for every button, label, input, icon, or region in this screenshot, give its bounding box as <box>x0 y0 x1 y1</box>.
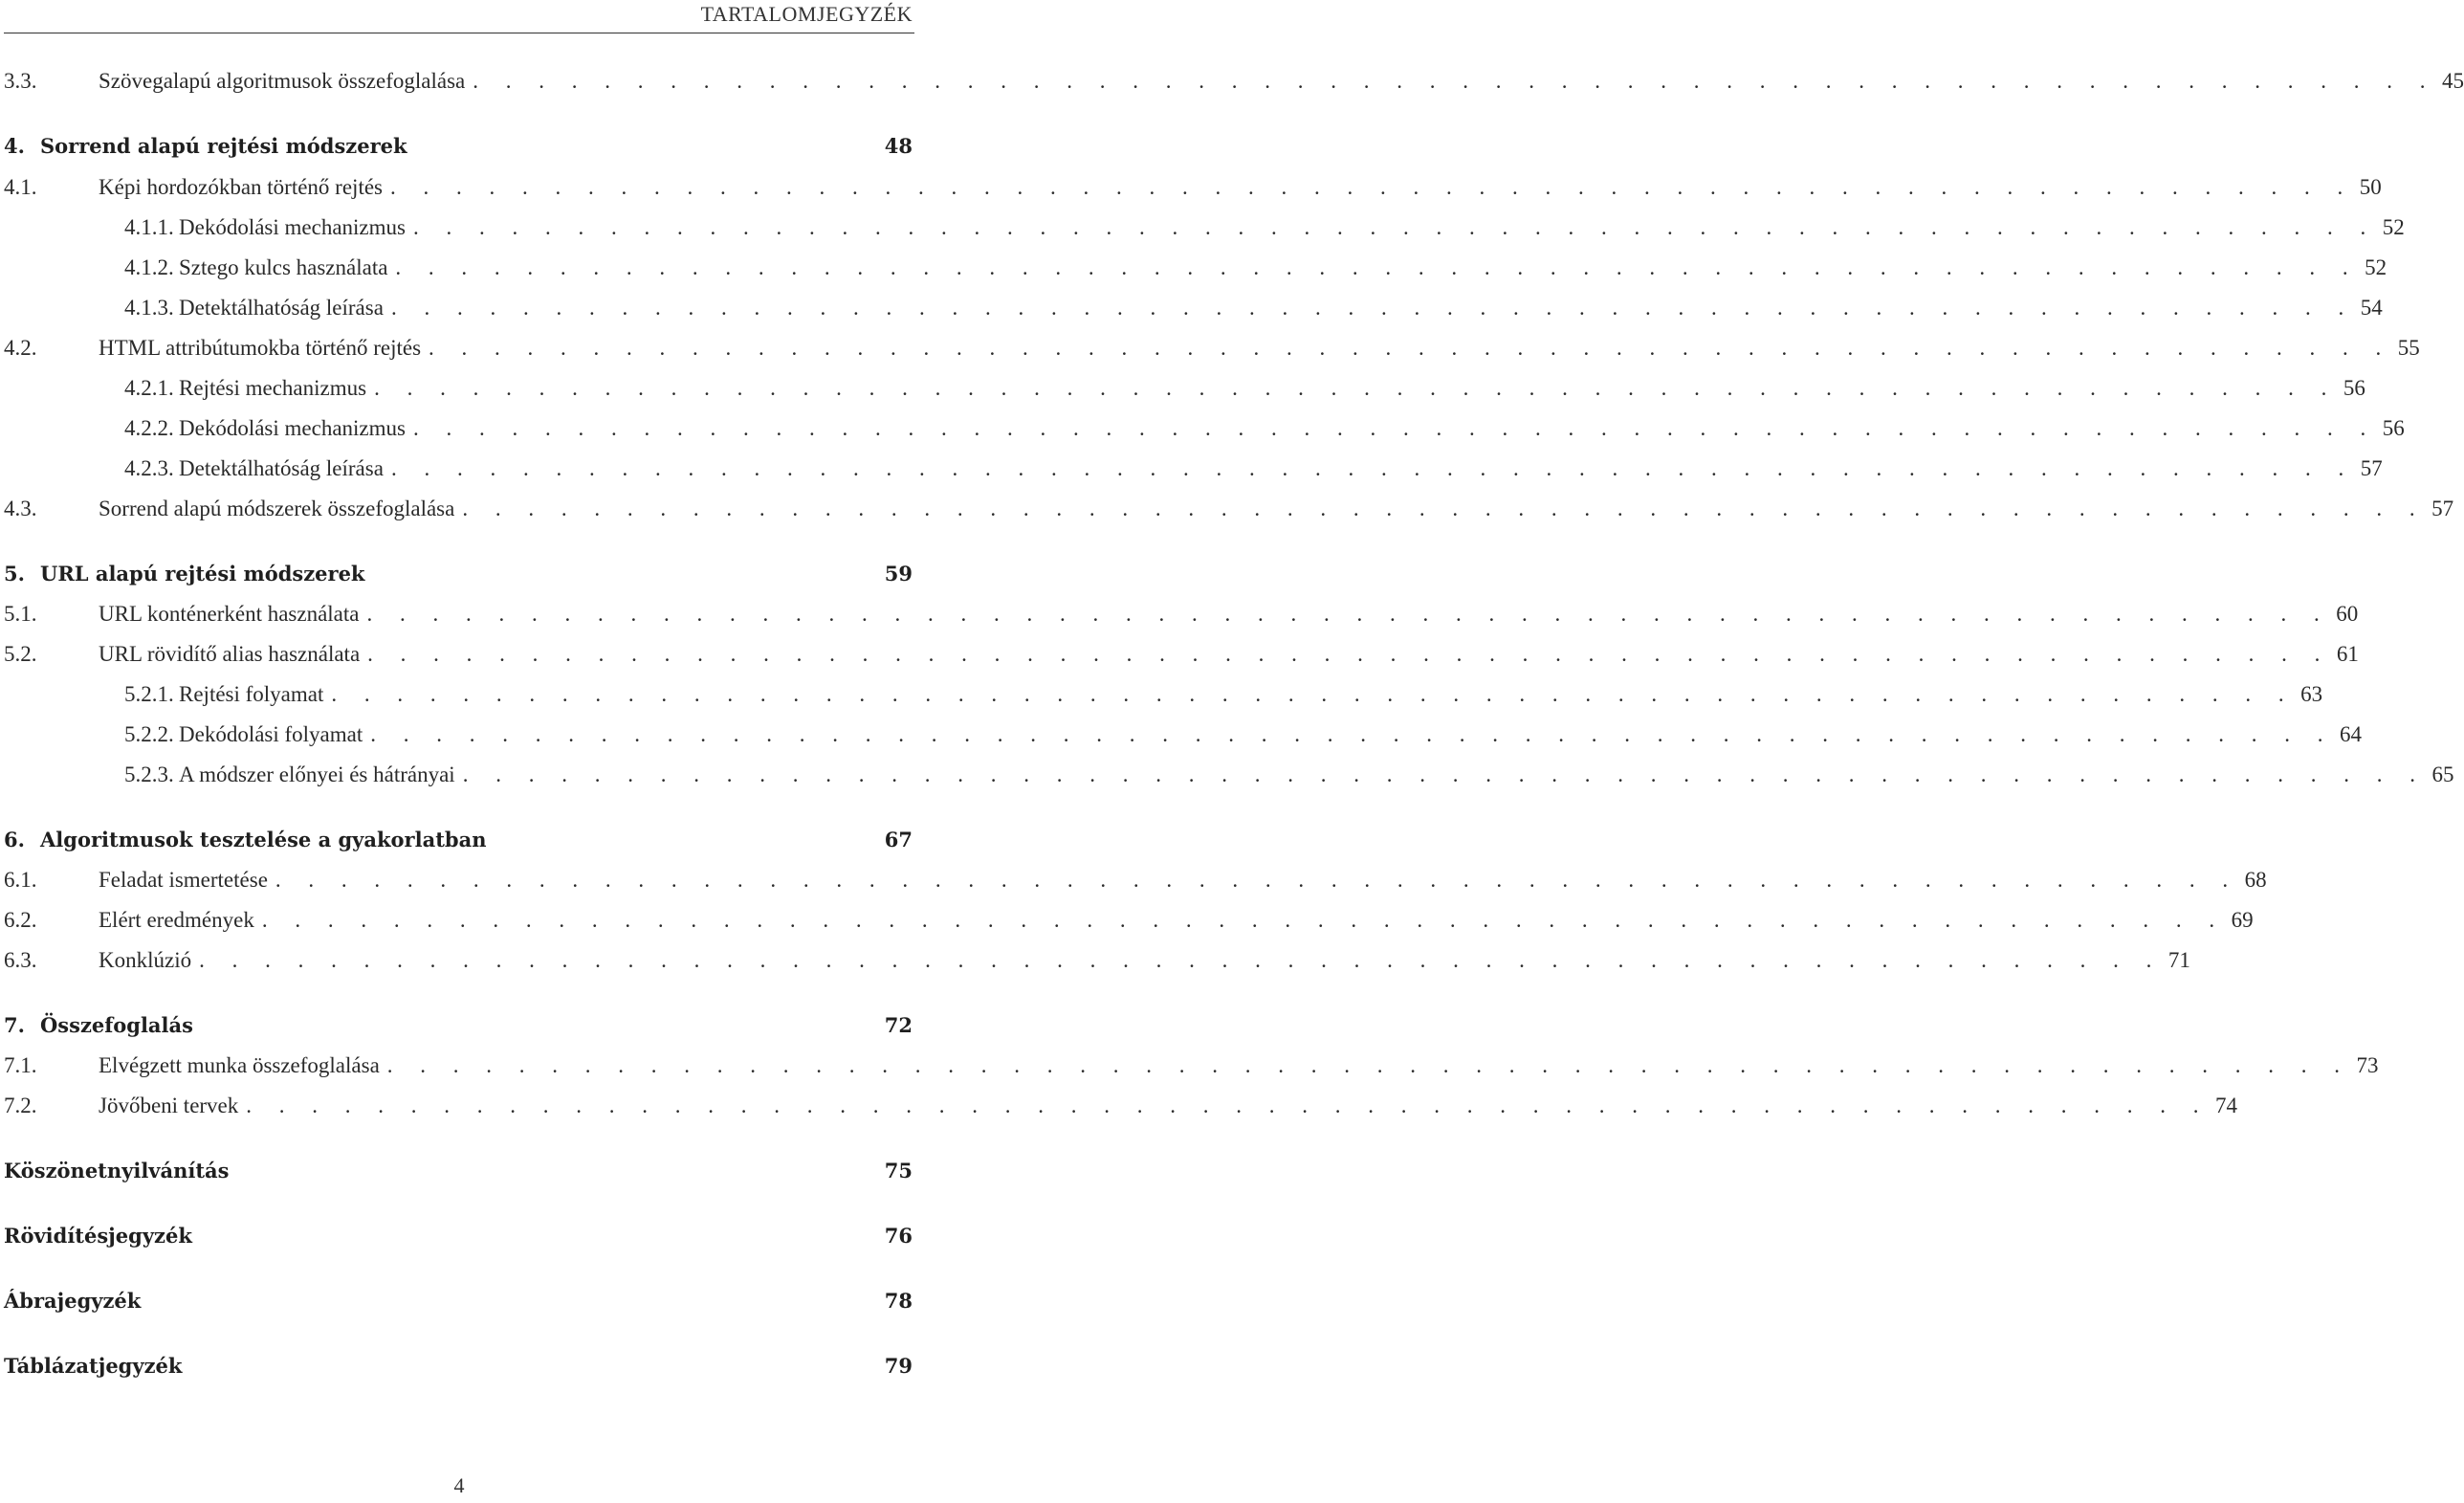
toc-entry-page: 68 <box>2244 868 2267 892</box>
toc-dot-leader: . . . . . . . . . . . . . . . . . . . . . . . . . . . . . . . . . . . . . . . . . . . . . . . . . . . . . . . . . . . . <box>374 376 2338 400</box>
toc-entry-title: Detektálhatóság leírása <box>179 456 384 480</box>
toc-entry-section[interactable] <box>4 639 2359 670</box>
toc-entry-page: 61 <box>2336 642 2359 666</box>
toc-entry-number: 6.2. <box>4 908 37 932</box>
toc-entry-section[interactable] <box>4 66 2464 97</box>
toc-entry-title: Táblázatjegyzék <box>4 1354 183 1378</box>
toc-dot-leader: . . . . . . . . . . . . . . . . . . . . . . . . . . . . . . . . . . . . . . . . . . . . . . . . . . . . . . . . . . . . <box>462 497 2427 520</box>
toc-entry-chapter[interactable] <box>4 1286 913 1316</box>
toc-dot-leader: . . . . . . . . . . . . . . . . . . . . . . . . . . . . . . . . . . . . . . . . . . . . . . . . . . . . . . . . . . . . <box>386 1053 2351 1077</box>
toc-entry-chapter[interactable] <box>4 559 913 589</box>
toc-entry-number: 6. <box>4 828 25 851</box>
toc-entry-title: Dekódolási mechanizmus <box>179 416 406 440</box>
toc-entry-number: 4.2. <box>4 336 37 360</box>
toc-entry-number: 4. <box>4 134 25 158</box>
toc-entry-sub[interactable] <box>4 293 2383 323</box>
toc-entry-sub[interactable] <box>4 719 2363 750</box>
toc-entry-section[interactable] <box>4 865 2267 895</box>
toc-entry-title: HTML attribútumokba történő rejtés <box>99 336 422 360</box>
toc-entry-page: 55 <box>2397 336 2420 360</box>
toc-entry-title: URL alapú rejtési módszerek <box>40 562 365 586</box>
toc-entry-title: Dekódolási mechanizmus <box>179 215 406 239</box>
toc-entry-title: Összefoglalás <box>40 1013 193 1037</box>
toc-entry-title: Sztego kulcs használata <box>179 255 388 279</box>
toc-entry-number: 4.1.2. <box>124 255 174 279</box>
toc-entry-title: Sorrend alapú módszerek összefoglalása <box>99 497 455 520</box>
toc-entry-sub[interactable] <box>4 373 2365 404</box>
toc-dot-leader: . . . . . . . . . . . . . . . . . . . . . . . . . . . . . . . . . . . . . . . . . . . . . . . . . . . . . . . . . . . . <box>275 868 2239 892</box>
toc-entry-page: 72 <box>884 1013 913 1037</box>
toc-dot-leader: . . . . . . . . . . . . . . . . . . . . . . . . . . . . . . . . . . . . . . . . . . . . . . . . . . . . . . . . . . . . <box>473 69 2436 93</box>
toc-entry-page: 52 <box>2365 255 2387 279</box>
toc-entry-page: 52 <box>2382 215 2405 239</box>
toc-entry-number: 5.2. <box>4 642 37 666</box>
toc-entry-page: 56 <box>2382 416 2405 440</box>
toc-entry-number: 3.3. <box>4 69 37 93</box>
toc-entry-number: 5.1. <box>4 602 37 626</box>
toc-entry-number: 5. <box>4 562 25 586</box>
toc-entry-chapter[interactable] <box>4 131 913 162</box>
toc-entry-number: 7.1. <box>4 1053 37 1077</box>
toc-entry-title: Szövegalapú algoritmusok összefoglalása <box>99 69 466 93</box>
toc-entry-title: Detektálhatóság leírása <box>179 296 384 320</box>
toc-entry-title: URL konténerként használata <box>99 602 360 626</box>
toc-entry-page: 76 <box>884 1224 913 1248</box>
toc-entry-number: 5.2.1. <box>124 682 174 706</box>
toc-entry-number: 4.2.1. <box>124 376 174 400</box>
toc-dot-leader: . . . . . . . . . . . . . . . . . . . . . . . . . . . . . . . . . . . . . . . . . . . . . . . . . . . . . . . . . . . . <box>199 948 2163 972</box>
toc-entry-title: Köszönetnyilvánítás <box>4 1159 230 1183</box>
toc-dot-leader: . . . . . . . . . . . . . . . . . . . . . . . . . . . . . . . . . . . . . . . . . . . . . . . . . . . . . . . . . . . . <box>395 255 2360 279</box>
toc-entry-sub[interactable] <box>4 453 2383 484</box>
toc-entry-sub[interactable] <box>4 760 2454 790</box>
toc-entry-chapter[interactable] <box>4 1156 913 1186</box>
running-header: TARTALOMJEGYZÉK <box>700 2 913 26</box>
toc-entry-section[interactable] <box>4 333 2420 364</box>
toc-entry-page: 48 <box>884 134 913 158</box>
toc-dot-leader: . . . . . . . . . . . . . . . . . . . . . . . . . . . . . . . . . . . . . . . . . . . . . . . . . . . . . . . . . . . . <box>462 763 2427 786</box>
toc-dot-leader: . . . . . . . . . . . . . . . . . . . . . . . . . . . . . . . . . . . . . . . . . . . . . . . . . . . . . . . . . . . . <box>412 215 2377 239</box>
toc-entry-page: 73 <box>2356 1053 2379 1077</box>
toc-entry-title: Elért eredmények <box>99 908 254 932</box>
toc-entry-section[interactable] <box>4 1050 2379 1081</box>
toc-entry-number: 4.2.3. <box>124 456 174 480</box>
toc-entry-number: 6.3. <box>4 948 37 972</box>
toc-entry-number: 4.1. <box>4 175 37 199</box>
toc-entry-number: 6.1. <box>4 868 37 892</box>
toc-entry-title: Feladat ismertetése <box>99 868 268 892</box>
toc-entry-page: 56 <box>2343 376 2365 400</box>
toc-entry-page: 64 <box>2340 722 2363 746</box>
toc-entry-sub[interactable] <box>4 679 2323 710</box>
toc-entry-page: 69 <box>2231 908 2254 932</box>
toc-entry-chapter[interactable] <box>4 1351 913 1381</box>
toc-entry-section[interactable] <box>4 494 2454 524</box>
toc-entry-title: Algoritmusok tesztelése a gyakorlatban <box>40 828 487 851</box>
toc-entry-title: Rövidítésjegyzék <box>4 1224 192 1248</box>
toc-entry-page: 54 <box>2360 296 2383 320</box>
toc-entry-sub[interactable] <box>4 212 2405 243</box>
toc-entry-page: 57 <box>2431 497 2454 520</box>
toc-entry-chapter[interactable] <box>4 1010 913 1041</box>
toc-entry-title: Ábrajegyzék <box>4 1289 142 1313</box>
toc-entry-section[interactable] <box>4 945 2190 976</box>
toc-entry-page: 60 <box>2336 602 2359 626</box>
toc-entry-title: Rejtési mechanizmus <box>179 376 367 400</box>
toc-dot-leader: . . . . . . . . . . . . . . . . . . . . . . . . . . . . . . . . . . . . . . . . . . . . . . . . . . . . . . . . . . . . <box>390 296 2355 320</box>
toc-entry-section[interactable] <box>4 172 2382 203</box>
toc-entry-number: 4.1.3. <box>124 296 174 320</box>
toc-entry-title: Elvégzett munka összefoglalása <box>99 1053 380 1077</box>
toc-entry-page: 50 <box>2359 175 2382 199</box>
toc-dot-leader: . . . . . . . . . . . . . . . . . . . . . . . . . . . . . . . . . . . . . . . . . . . . . . . . . . . . . . . . . . . . <box>367 642 2331 666</box>
toc-entry-title: Jövőbeni tervek <box>99 1094 239 1117</box>
toc-entry-title: Dekódolási folyamat <box>179 722 363 746</box>
toc-entry-title: URL rövidítő alias használata <box>99 642 361 666</box>
toc-entry-page: 57 <box>2360 456 2383 480</box>
toc-entry-page: 78 <box>884 1289 913 1313</box>
toc-dot-leader: . . . . . . . . . . . . . . . . . . . . . . . . . . . . . . . . . . . . . . . . . . . . . . . . . . . . . . . . . . . . <box>261 908 2226 932</box>
toc-entry-page: 74 <box>2215 1094 2238 1117</box>
toc-dot-leader: . . . . . . . . . . . . . . . . . . . . . . . . . . . . . . . . . . . . . . . . . . . . . . . . . . . . . . . . . . . . <box>370 722 2335 746</box>
toc-entry-title: A módszer előnyei és hátrányai <box>179 763 455 786</box>
toc-dot-leader: . . . . . . . . . . . . . . . . . . . . . . . . . . . . . . . . . . . . . . . . . . . . . . . . . . . . . . . . . . . . <box>331 682 2296 706</box>
toc-entry-page: 59 <box>884 562 913 586</box>
toc-entry-page: 75 <box>884 1159 913 1183</box>
toc-entry-section[interactable] <box>4 905 2254 936</box>
toc-entry-title: Konklúzió <box>99 948 192 972</box>
toc-entry-section[interactable] <box>4 1091 2238 1121</box>
toc-entry-sub[interactable] <box>4 413 2405 444</box>
toc-entry-number: 4.1.1. <box>124 215 174 239</box>
toc-entry-number: 7. <box>4 1013 25 1037</box>
toc-dot-leader: . . . . . . . . . . . . . . . . . . . . . . . . . . . . . . . . . . . . . . . . . . . . . . . . . . . . . . . . . . . . <box>390 175 2354 199</box>
toc-entry-page: 65 <box>2431 763 2454 786</box>
toc-entry-page: 71 <box>2167 948 2190 972</box>
toc-entry-section[interactable] <box>4 599 2359 630</box>
toc-entry-number: 4.2.2. <box>124 416 174 440</box>
toc-entry-page: 63 <box>2300 682 2323 706</box>
toc-entry-title: Képi hordozókban történő rejtés <box>99 175 383 199</box>
toc-dot-leader: . . . . . . . . . . . . . . . . . . . . . . . . . . . . . . . . . . . . . . . . . . . . . . . . . . . . . . . . . . . . <box>366 602 2331 626</box>
toc-entry-title: Rejtési folyamat <box>179 682 324 706</box>
page-number: 4 <box>453 1473 465 1497</box>
toc-entry-number: 5.2.2. <box>124 722 174 746</box>
toc-entry-page: 67 <box>884 828 913 851</box>
toc-entry-chapter[interactable] <box>4 825 913 855</box>
toc-entry-page: 45 <box>2441 69 2464 93</box>
toc-entry-sub[interactable] <box>4 253 2387 283</box>
toc-dot-leader: . . . . . . . . . . . . . . . . . . . . . . . . . . . . . . . . . . . . . . . . . . . . . . . . . . . . . . . . . . . . <box>429 336 2392 360</box>
toc-entry-chapter[interactable] <box>4 1221 913 1251</box>
toc-entry-number: 7.2. <box>4 1094 37 1117</box>
toc-entry-title: Sorrend alapú rejtési módszerek <box>40 134 407 158</box>
toc-entry-page: 79 <box>884 1354 913 1378</box>
toc-dot-leader: . . . . . . . . . . . . . . . . . . . . . . . . . . . . . . . . . . . . . . . . . . . . . . . . . . . . . . . . . . . . <box>412 416 2377 440</box>
toc-entry-number: 5.2.3. <box>124 763 174 786</box>
toc-dot-leader: . . . . . . . . . . . . . . . . . . . . . . . . . . . . . . . . . . . . . . . . . . . . . . . . . . . . . . . . . . . . <box>246 1094 2211 1117</box>
toc-entry-number: 4.3. <box>4 497 37 520</box>
toc-dot-leader: . . . . . . . . . . . . . . . . . . . . . . . . . . . . . . . . . . . . . . . . . . . . . . . . . . . . . . . . . . . . <box>390 456 2355 480</box>
